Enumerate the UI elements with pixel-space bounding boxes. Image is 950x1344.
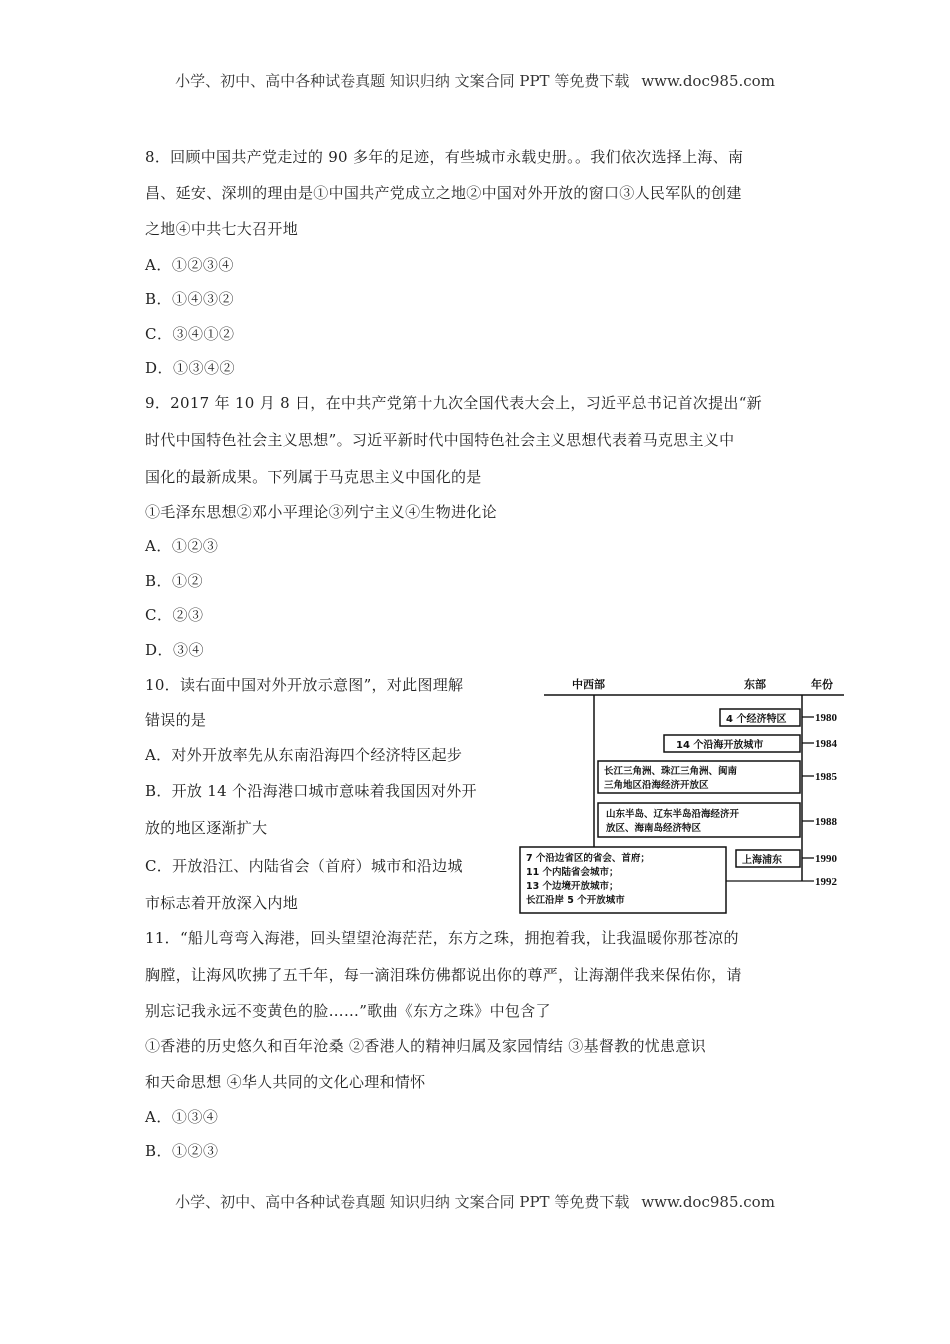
q10-option-a: A．对外开放率先从东南沿海四个经济特区起步 bbox=[145, 746, 463, 764]
diagram-header-west: 中西部 bbox=[572, 678, 605, 691]
year-1988: 1988 bbox=[815, 816, 837, 828]
q9-option-d: D．③④ bbox=[145, 641, 205, 659]
year-1980: 1980 bbox=[815, 712, 837, 724]
box-1988-text-1: 山东半岛、辽东半岛沿海经济开 bbox=[606, 809, 740, 820]
q9-option-c: C．②③ bbox=[145, 606, 204, 624]
box-1985-text-1: 长江三角洲、珠江三角洲、闽南 bbox=[604, 766, 738, 777]
q10-option-b-line-1: B．开放 14 个沿海港口城市意味着我国因对外开 bbox=[145, 782, 477, 800]
q9-line-3: 国化的最新成果。下列属于马克思主义中国化的是 bbox=[145, 468, 482, 486]
opening-up-diagram bbox=[514, 671, 844, 921]
q8-line-1: 8．回顾中国共产党走过的 90 多年的足迹，有些城市永载史册。。我们依次选择上海、南 bbox=[145, 148, 744, 166]
q9-option-a: A．①②③ bbox=[145, 537, 219, 555]
header-text: 小学、初中、高中各种试卷真题 知识归纳 文案合同 PPT 等免费下载 bbox=[175, 72, 630, 90]
box-1992-text-2: 11 个内陆省会城市； bbox=[526, 867, 619, 878]
year-1984: 1984 bbox=[815, 738, 837, 750]
q10-option-c-line-2: 市标志着开放深入内地 bbox=[145, 894, 299, 912]
header-url: www.doc985.com bbox=[641, 72, 775, 90]
box-1985-text-2: 三角地区沿海经济开放区 bbox=[604, 780, 709, 791]
q8-option-a: A．①②③④ bbox=[145, 256, 234, 274]
diagram-header-east: 东部 bbox=[744, 678, 766, 691]
year-1992: 1992 bbox=[815, 876, 837, 888]
q11-line-3: 别忘记我永远不变黄色的脸……”歌曲《东方之珠》中包含了 bbox=[145, 1002, 551, 1020]
q11-line-1: 11．“船儿弯弯入海港，回头望望沧海茫茫，东方之珠，拥抱着我，让我温暖你那苍凉的 bbox=[145, 929, 739, 947]
q9-line-2: 时代中国特色社会主义思想”。习近平新时代中国特色社会主义思想代表着马克思主义中 bbox=[145, 431, 735, 449]
q10-option-c-line-1: C．开放沿江、内陆省会（首府）城市和沿边城 bbox=[145, 857, 463, 875]
q9-option-b: B．①② bbox=[145, 572, 204, 590]
q8-option-c: C．③④①② bbox=[145, 325, 235, 343]
year-1990: 1990 bbox=[815, 853, 837, 865]
diagram-header-year: 年份 bbox=[811, 678, 833, 691]
q11-line-2: 胸膛，让海风吹拂了五千年，每一滴泪珠仿佛都说出你的尊严，让海潮伴我来保佑你，请 bbox=[145, 966, 742, 984]
box-1990-text: 上海浦东 bbox=[742, 855, 782, 866]
box-1992-text-4: 长江沿岸 5 个开放城市 bbox=[526, 895, 625, 906]
box-1980-text: 4 个经济特区 bbox=[726, 714, 787, 725]
q8-line-2: 昌、延安、深圳的理由是①中国共产党成立之地②中国对外开放的窗口③人民军队的创建 bbox=[145, 184, 742, 202]
q8-option-b: B．①④③② bbox=[145, 290, 235, 308]
box-1984-text: 14 个沿海开放城市 bbox=[676, 740, 764, 751]
q11-line-5: 和天命思想 ④华人共同的文化心理和情怀 bbox=[145, 1073, 426, 1091]
q8-line-3: 之地④中共七大召开地 bbox=[145, 220, 299, 238]
page-footer bbox=[0, 1191, 950, 1212]
q11-option-b: B．①②③ bbox=[145, 1142, 219, 1160]
q11-option-a: A．①③④ bbox=[145, 1108, 219, 1126]
q9-line-4: ①毛泽东思想②邓小平理论③列宁主义④生物进化论 bbox=[145, 503, 497, 521]
q10-option-b-line-2: 放的地区逐渐扩大 bbox=[145, 819, 268, 837]
footer-url: www.doc985.com bbox=[641, 1193, 775, 1211]
box-1988-text-2: 放区、海南岛经济特区 bbox=[606, 823, 702, 834]
q10-line-1: 10．读右面中国对外开放示意图”，对此图理解 bbox=[145, 676, 464, 694]
q9-line-1: 9．2017 年 10 月 8 日，在中共产党第十九次全国代表大会上，习近平总书记首次提出“新 bbox=[145, 394, 762, 412]
footer-text: 小学、初中、高中各种试卷真题 知识归纳 文案合同 PPT 等免费下载 bbox=[175, 1193, 630, 1211]
page-header bbox=[0, 70, 950, 91]
year-1985: 1985 bbox=[815, 771, 837, 783]
q8-option-d: D．①③④② bbox=[145, 359, 236, 377]
q10-line-2: 错误的是 bbox=[145, 711, 207, 729]
q11-line-4: ①香港的历史悠久和百年沧桑 ②香港人的精神归属及家园情结 ③基督教的忧患意识 bbox=[145, 1037, 706, 1055]
box-1992-text-1: 7 个沿边省区的省会、首府； bbox=[526, 853, 650, 864]
box-1992-text-3: 13 个边境开放城市； bbox=[526, 881, 619, 892]
